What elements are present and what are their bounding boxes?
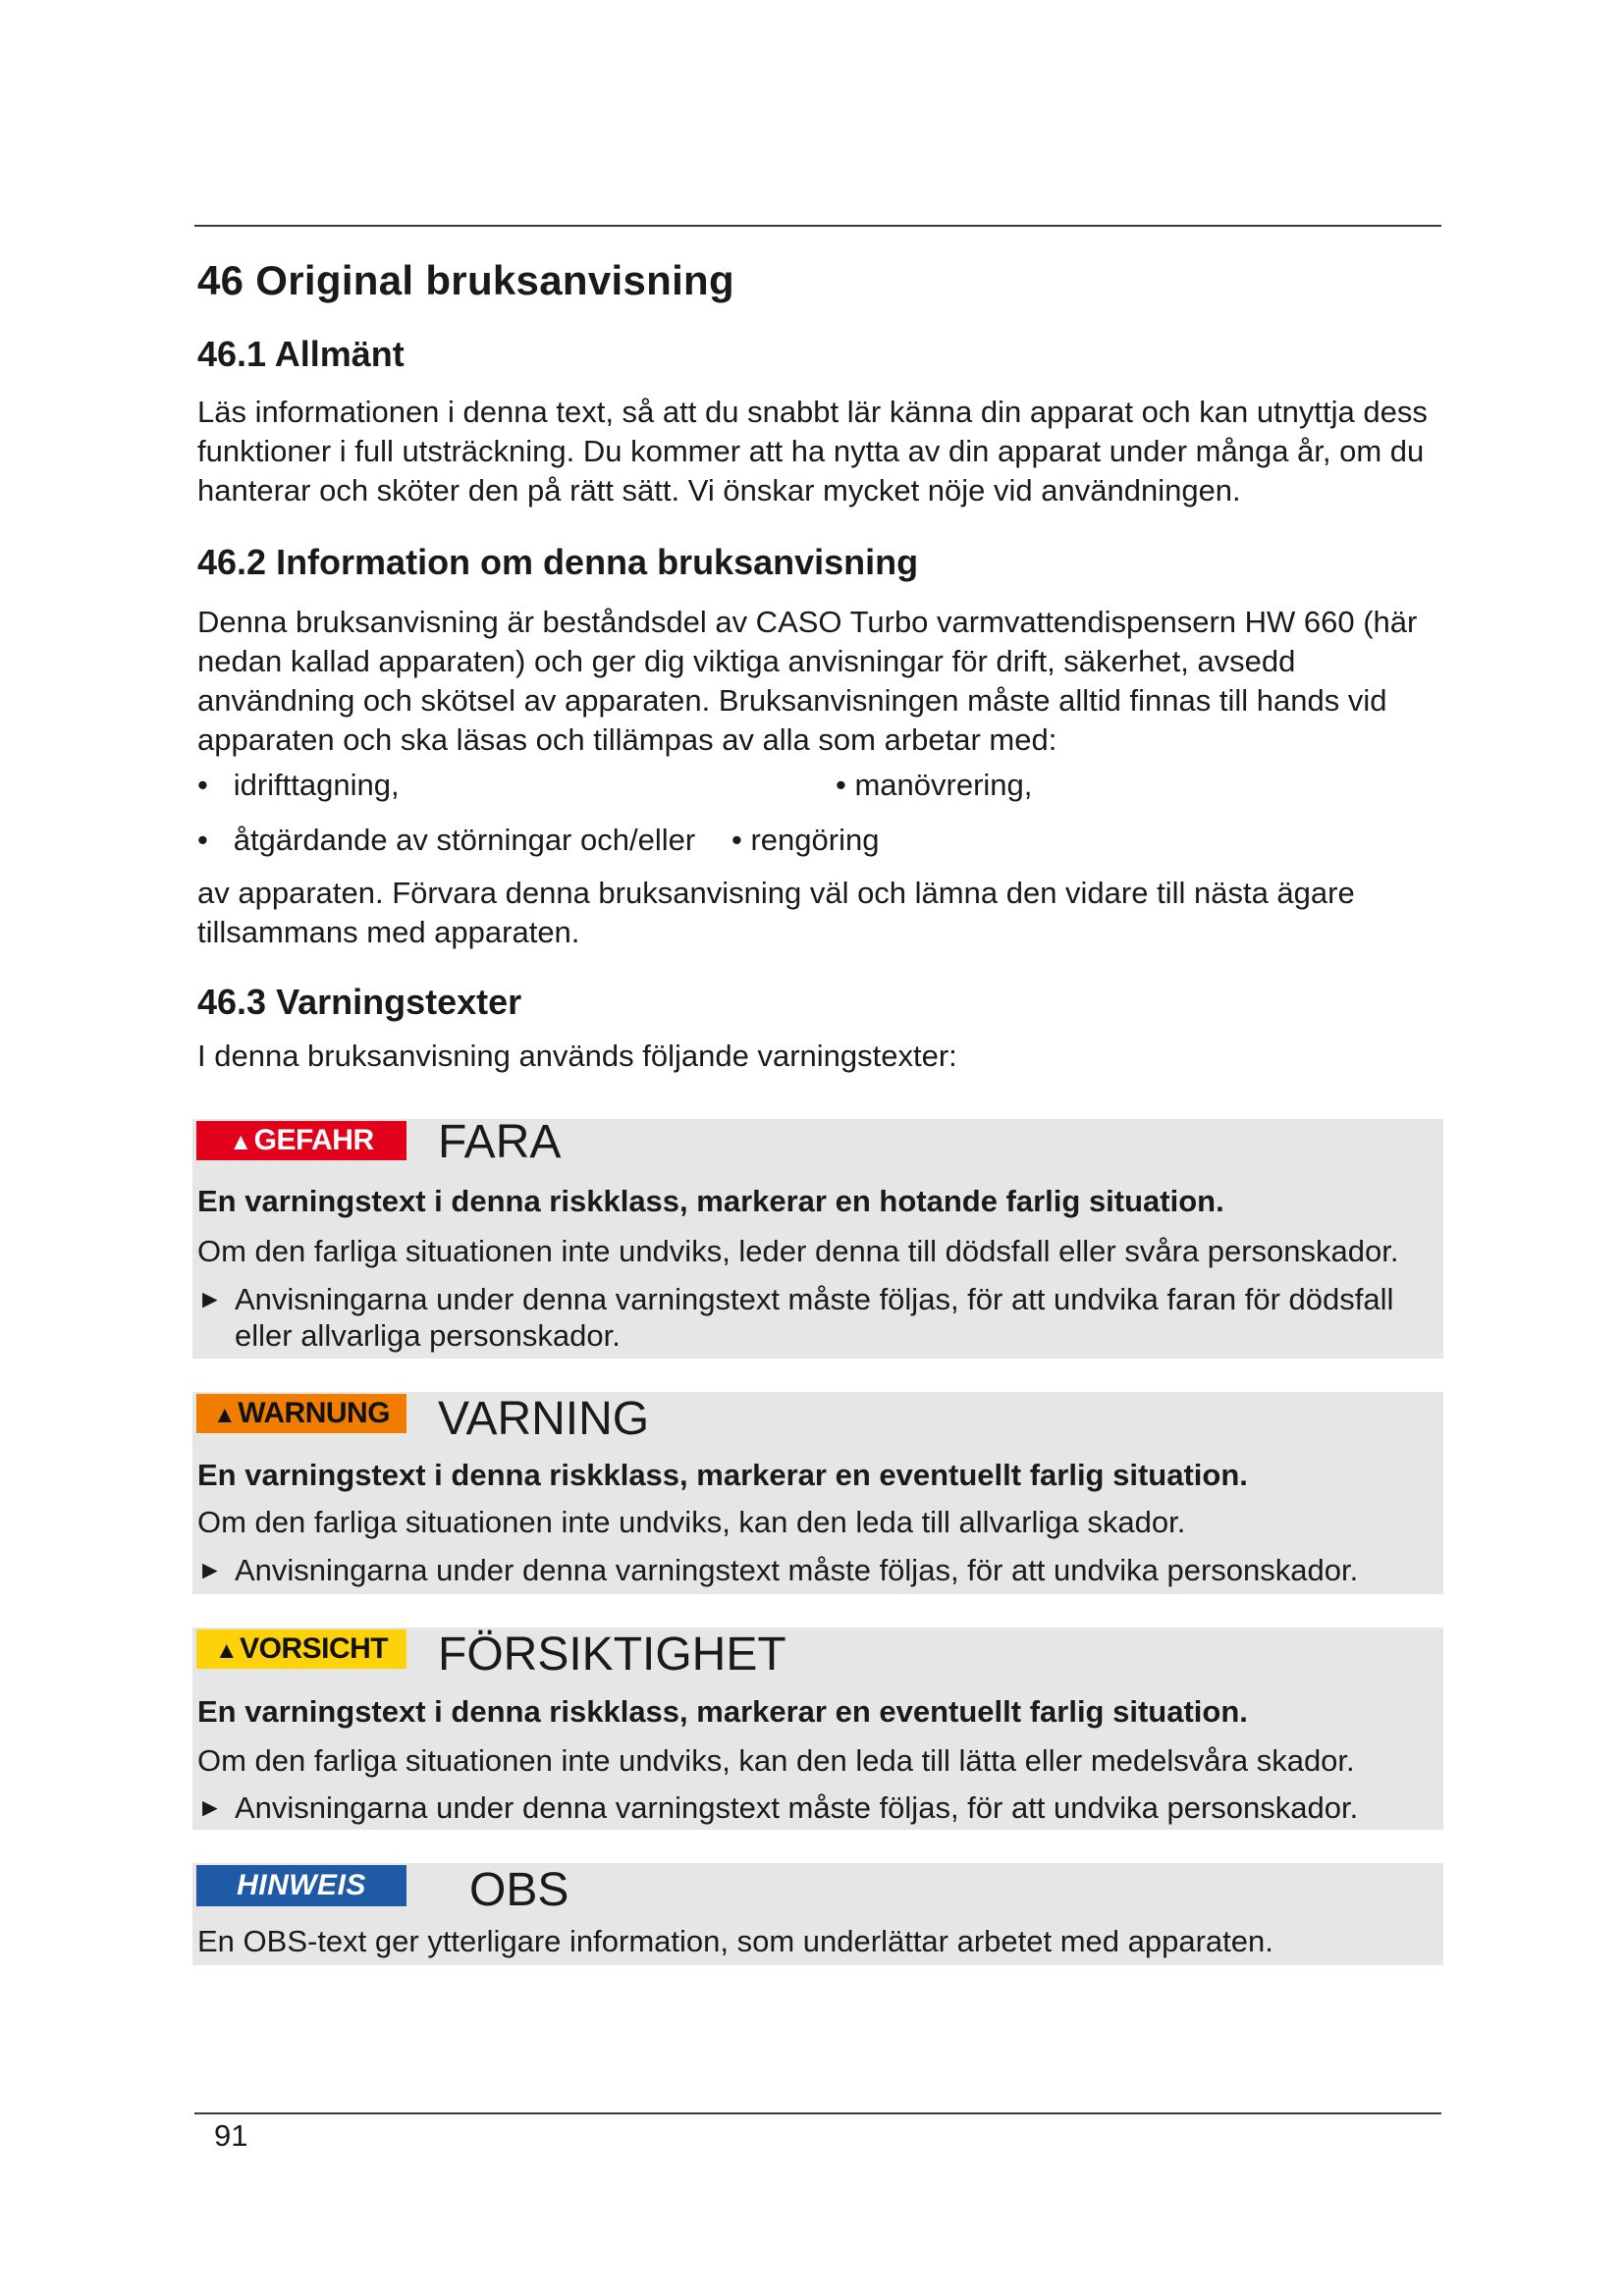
caution-bold-text: En varningstext i denna riskklass, markerar en eventuellt farlig situation. [197, 1694, 1248, 1729]
section-after-text: av apparaten. Förvara denna bruksanvisning väl och lämna den vidare till nästa ägare tillsammans med apparaten. [197, 876, 1355, 949]
bullet-symbol: • [731, 823, 742, 857]
notice-badge [196, 1865, 406, 1906]
caution-title: FÖRSIKTIGHET [438, 1629, 786, 1681]
danger-text-block [197, 1182, 1435, 1354]
danger-title: FARA [438, 1116, 562, 1168]
caution-text: Om den farliga situationen inte undviks, kan den leda till lätta eller medelsvåra skador. [197, 1743, 1355, 1778]
arrow-right-icon: ► [197, 1284, 223, 1313]
warning-triangle-icon: ▲ [229, 1129, 252, 1155]
notice-text: En OBS-text ger ytterligare information, som underlättar arbetet med apparaten. [197, 1924, 1273, 1958]
danger-text: Om den farliga situationen inte undviks, leder denna till dödsfall eller svåra personskador. [197, 1234, 1399, 1268]
bullet-symbol: • [836, 768, 846, 802]
bullet-list [197, 760, 1440, 874]
caution-instruction [197, 1789, 1435, 1826]
danger-badge [196, 1121, 406, 1160]
caution-instruction-text: Anvisningarna under denna varningstext måste följas, för att undvika personskador. [235, 1790, 1359, 1825]
bottom-rule [194, 2112, 1441, 2114]
arrow-right-icon: ► [197, 1792, 223, 1822]
bullet-text: idrifttagning, [233, 768, 400, 802]
warning-box-danger [192, 1116, 1443, 1359]
bullet-symbol: • [197, 823, 208, 857]
warning-instruction [197, 1552, 1435, 1588]
warning-instruction-text: Anvisningarna under denna varningstext måste följas, för att undvika personskador. [235, 1553, 1359, 1587]
notice-badge-label: HINWEIS [237, 1869, 366, 1901]
warning-box-notice [192, 1863, 1443, 1965]
section-body-warnings: I denna bruksanvisning används följande varningstexter: [197, 1039, 957, 1073]
section-body-general: Läs informationen i denna text, så att du snabbt lär känna din apparat och kan utnyttja dess funktioner i full utsträckning. Du kommer att ha nytta av din apparat under många år, om du hanterar och sköter den på rätt sätt. Vi önskar mycket nöje vid användningen. [197, 395, 1428, 507]
notice-title: OBS [469, 1864, 569, 1916]
section-heading-manual-info: 46.2 Information om denna bruksanvisning [197, 542, 919, 582]
caution-badge-label: VORSICHT [240, 1632, 389, 1665]
bullet-symbol: • [197, 768, 208, 802]
bullet-text: åtgärdande av störningar och/eller [233, 823, 696, 857]
section-heading-warnings: 46.3 Varningstexter [197, 982, 522, 1022]
warning-badge [196, 1394, 406, 1433]
warning-badge-label: WARNUNG [238, 1397, 391, 1429]
page-number: 91 [214, 2118, 248, 2153]
top-rule [194, 225, 1441, 227]
bullet-text: rengöring [750, 823, 880, 857]
warning-text-block [197, 1456, 1435, 1588]
danger-bold-text: En varningstext i denna riskklass, markerar en hotande farlig situation. [197, 1184, 1224, 1218]
page-content [197, 257, 1440, 1076]
bullet-item [731, 823, 879, 858]
caution-badge [196, 1629, 406, 1669]
bullet-item [197, 768, 400, 803]
section-heading-general: 46.1 Allmänt [197, 334, 405, 374]
caution-text-block [197, 1692, 1435, 1826]
warning-box-warning [192, 1392, 1443, 1594]
arrow-right-icon: ► [197, 1555, 223, 1584]
danger-badge-label: GEFAHR [253, 1124, 374, 1156]
warning-box-caution [192, 1628, 1443, 1830]
bullet-text: manövrering, [854, 768, 1033, 802]
warning-text: Om den farliga situationen inte undviks, kan den leda till allvarliga skador. [197, 1505, 1186, 1539]
warning-triangle-icon: ▲ [214, 1637, 239, 1664]
danger-instruction [197, 1281, 1435, 1354]
section-body-manual-info: Denna bruksanvisning är beståndsdel av CASO Turbo varmvattendispensern HW 660 (här nedan kallad apparaten) och ger dig viktiga anvisningar för drift, säkerhet, avsedd användning och skötsel av apparaten. Bruksanvisningen måste alltid finnas till hands vid apparaten och ska läsas och tillämpas av alla som arbetar med: [197, 605, 1418, 757]
danger-instruction-text: Anvisningarna under denna varningstext måste följas, för att undvika faran för dödsfall eller allvarliga personskador. [235, 1282, 1394, 1353]
bullet-item [197, 823, 695, 858]
warning-triangle-icon: ▲ [212, 1402, 237, 1428]
warning-bold-text: En varningstext i denna riskklass, markerar en eventuellt farlig situation. [197, 1458, 1248, 1492]
notice-text-block [197, 1922, 1435, 1961]
chapter-title: 46 Original bruksanvisning [197, 257, 734, 303]
bullet-item [836, 768, 1032, 803]
warning-title: VARNING [438, 1393, 650, 1445]
